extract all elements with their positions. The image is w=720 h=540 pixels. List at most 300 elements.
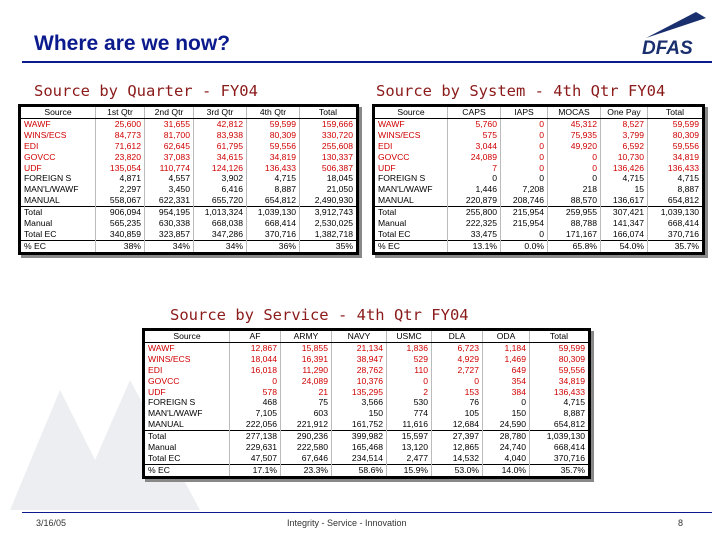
cell-value: 259,955 [548,207,601,218]
cell-value: 7 [448,163,501,174]
cell-value: 0 [483,397,530,408]
table-row [375,184,702,195]
cell-value: 347,286 [194,229,247,240]
table-row [375,229,702,240]
cell-value: 0 [501,173,548,184]
cell-value: 4,040 [483,453,530,464]
cell-value: 59,556 [247,141,300,152]
page-number: 8 [678,518,684,528]
cell-value: 135,054 [96,163,145,174]
table-row [375,130,702,141]
cell-value: 575 [448,130,501,141]
cell-value: 23.3% [281,464,332,475]
cell-value: 7,208 [501,184,548,195]
row-label: GOVCC [375,152,448,163]
cell-value: 153 [432,387,483,398]
cell-value: 8,887 [677,184,699,195]
cell-value: 229,631 [230,442,281,453]
column-header: Total [530,331,589,342]
cell-value: 28,780 [483,431,530,442]
cell-value: 3,902 [194,173,247,184]
column-header: One Pay [601,107,648,118]
cell-value: 0 [548,173,601,184]
cell-value: 1,469 [483,354,530,365]
cell-value: 5,760 [448,118,501,129]
cell-value: 59,556 [558,364,585,375]
table-row [145,342,588,353]
cell-value: 954,195 [145,207,194,218]
cell-value: 0.0% [501,240,548,251]
cell-value: 668,414 [553,442,585,453]
table-row [145,453,588,464]
cell-value: 208,746 [501,195,548,206]
cell-value: 12,867 [230,342,281,353]
cell-value: 65.8% [548,240,601,251]
cell-value: 59,556 [672,140,699,151]
row-label: MANUAL [145,419,230,430]
cell-value: 1,184 [483,342,530,353]
cell-value: 47,507 [230,453,281,464]
cell-value: 530 [387,397,432,408]
table-row [21,173,356,184]
cell-value: 603 [281,408,332,419]
cell-value: 58.6% [332,464,387,475]
cell-value: 2,477 [387,453,432,464]
column-header: Source [375,107,448,118]
cell-value: 27,397 [432,431,483,442]
cell-value: 110 [387,365,432,376]
cell-value: 165,468 [332,442,387,453]
cell-value: 15,597 [387,431,432,442]
cell-value: 28,762 [332,365,387,376]
cell-value: 34,615 [194,152,247,163]
cell-value: 1,039,130 [247,207,300,218]
table-row [145,419,588,430]
table-row [145,376,588,387]
cell-value: 75 [281,397,332,408]
table-row [375,195,702,206]
cell-value: 7,105 [230,408,281,419]
row-label: Total [375,207,448,218]
cell-value: 2,530,025 [314,218,353,229]
cell-value: 81,700 [145,130,194,141]
cell-value: 24,089 [448,152,501,163]
column-header: NAVY [332,331,387,342]
cell-value: 62,645 [145,141,194,152]
cell-value: 4,557 [145,173,194,184]
cell-value: 2,297 [96,184,145,195]
cell-value: 654,812 [667,195,699,206]
cell-value: 4,715 [677,173,699,184]
footer-date: 3/16/05 [36,518,67,528]
cell-value: 1,039,130 [530,431,589,442]
cell-value: 21 [281,387,332,398]
service-table-frame [142,328,591,479]
cell-value: 323,857 [145,229,194,240]
cell-value: 0 [387,376,432,387]
cell-value: 15.9% [387,464,432,475]
cell-value: 12,865 [432,442,483,453]
cell-value: 13,120 [387,442,432,453]
row-label: WINS/ECS [145,354,230,365]
column-header: 4th Qtr [247,107,300,118]
row-label: GOVCC [145,376,230,387]
table-row [145,354,588,365]
cell-value: 34% [145,240,194,251]
cell-value: 38,947 [332,354,387,365]
column-header: ODA [483,331,530,342]
row-label: Manual [375,218,448,229]
cell-value: 150 [332,408,387,419]
table-row [375,163,702,174]
row-label: EDI [21,141,96,152]
dfas-logo [636,8,712,60]
column-header: Source [145,331,230,342]
row-label: % EC [21,240,96,251]
cell-value: 53.0% [432,464,483,475]
cell-value: 354 [483,376,530,387]
cell-value: 80,309 [672,129,699,140]
cell-value: 0 [501,141,548,152]
cell-value: 130,337 [321,151,353,162]
row-label: Manual [145,442,230,453]
table-row [375,118,702,129]
table-row [21,218,356,229]
cell-value: 124,126 [194,163,247,174]
table-row [375,218,702,229]
cell-value: 11,290 [281,365,332,376]
cell-value: 3,044 [448,141,501,152]
cell-value: 2,490,930 [314,195,353,206]
cell-value: 37,083 [145,152,194,163]
cell-value: 4,715 [563,397,585,408]
cell-value: 110,774 [145,163,194,174]
table-row [145,397,588,408]
row-label: EDI [375,141,448,152]
cell-value: 2 [387,387,432,398]
header-row [21,107,356,118]
row-label: UDF [145,387,230,398]
cell-value: 8,527 [601,118,648,129]
table-row [145,442,588,453]
cell-value: 67,646 [281,453,332,464]
cell-value: 222,580 [281,442,332,453]
cell-value: 668,414 [667,218,699,229]
cell-value: 21,050 [326,184,353,195]
cell-value: 80,309 [558,353,585,364]
cell-value: 80,309 [247,130,300,141]
cell-value: 0 [548,152,601,163]
column-header: AF [230,331,281,342]
table-row [375,173,702,184]
cell-value: 668,414 [247,218,300,229]
cell-value: 136,426 [601,163,648,174]
row-label: WINS/ECS [21,130,96,141]
cell-value: 23,820 [96,152,145,163]
cell-value: 0 [548,163,601,174]
table-row [145,464,588,475]
cell-value: 16,018 [230,365,281,376]
cell-value: 0 [501,229,548,240]
cell-value: 76 [432,397,483,408]
cell-value: 88,788 [548,218,601,229]
cell-value: 6,723 [432,342,483,353]
cell-value: 8,887 [563,408,585,419]
table-row [21,152,356,163]
row-label: MAN'L/WAWF [21,184,96,195]
cell-value: 4,715 [247,173,300,184]
cell-value: 59,599 [247,118,300,129]
cell-value: 1,382,718 [314,228,353,239]
cell-value: 578 [230,387,281,398]
table-row [145,408,588,419]
cell-value: 34,819 [247,152,300,163]
cell-value: 36% [247,240,300,251]
table-row [375,240,702,251]
cell-value: 4,929 [432,354,483,365]
cell-value: 45,312 [548,118,601,129]
table-row [145,431,588,442]
row-label: FOREIGN S [21,173,96,184]
cell-value: 18,044 [230,354,281,365]
cell-value: 21,134 [332,342,387,353]
cell-value: 34,819 [672,151,699,162]
header-row [375,107,702,118]
cell-value: 59,599 [558,342,585,353]
cell-value: 468 [230,397,281,408]
row-label: % EC [145,464,230,475]
cell-value: 0 [230,376,281,387]
cell-value: 8,887 [247,184,300,195]
cell-value: 399,982 [332,431,387,442]
table-row [21,118,356,129]
cell-value: 11,616 [387,419,432,430]
title-divider [22,61,712,63]
row-label: UDF [21,163,96,174]
cell-value: 370,716 [667,228,699,239]
table-row [375,152,702,163]
system-table [375,107,702,252]
cell-value: 277,138 [230,431,281,442]
row-label: FOREIGN S [145,397,230,408]
table-row [145,387,588,398]
cell-value: 35.7% [648,240,703,251]
row-label: UDF [375,163,448,174]
row-label: Total EC [145,453,230,464]
column-header: USMC [387,331,432,342]
column-header: MOCAS [548,107,601,118]
cell-value: 34% [194,240,247,251]
cell-value: 136,617 [601,195,648,206]
cell-value: 17.1% [230,464,281,475]
cell-value: 34,819 [558,375,585,386]
cell-value: 161,752 [332,419,387,430]
cell-value: 10,730 [601,152,648,163]
cell-value: 18,045 [326,173,353,184]
cell-value: 135,295 [332,387,387,398]
cell-value: 15 [601,184,648,195]
column-header: IAPS [501,107,548,118]
cell-value: 105 [432,408,483,419]
row-label: MANUAL [375,195,448,206]
column-header: Total [300,107,357,118]
cell-value: 529 [387,354,432,365]
cell-value: 370,716 [553,452,585,463]
cell-value: 83,938 [194,130,247,141]
cell-value: 166,074 [601,229,648,240]
cell-value: 61,795 [194,141,247,152]
cell-value: 622,331 [145,195,194,206]
row-label: GOVCC [21,152,96,163]
cell-value: 654,812 [553,419,585,430]
cell-value: 0 [501,118,548,129]
cell-value: 255,800 [448,207,501,218]
table-row [375,207,702,218]
row-label: % EC [375,240,448,251]
cell-value: 2,727 [432,365,483,376]
cell-value: 159,666 [321,118,353,129]
cell-value: 3,799 [601,130,648,141]
cell-value: 141,347 [601,218,648,229]
cell-value: 35% [300,240,357,251]
cell-value: 59,599 [672,118,699,129]
cell-value: 234,514 [332,453,387,464]
cell-value: 24,590 [483,419,530,430]
system-table-heading: Source by System - 4th Qtr FY04 [376,82,666,100]
table-row [21,207,356,218]
table-row [21,184,356,195]
cell-value: 75,935 [548,130,601,141]
service-table [145,331,588,476]
cell-value: 136,433 [247,163,300,174]
cell-value: 649 [483,365,530,376]
cell-value: 0 [501,152,548,163]
cell-value: 506,387 [321,162,353,173]
header-row [145,331,588,342]
cell-value: 24,089 [281,376,332,387]
row-label: MAN'L/WAWF [145,408,230,419]
cell-value: 0 [432,376,483,387]
cell-value: 14.0% [483,464,530,475]
cell-value: 222,056 [230,419,281,430]
cell-value: 384 [483,387,530,398]
cell-value: 215,954 [501,218,548,229]
cell-value: 88,570 [548,195,601,206]
row-label: Total EC [375,229,448,240]
cell-value: 136,433 [667,162,699,173]
cell-value: 906,094 [96,207,145,218]
row-label: WAWF [145,342,230,353]
cell-value: 171,167 [548,229,601,240]
cell-value: 6,416 [194,184,247,195]
cell-value: 13.1% [448,240,501,251]
cell-value: 630,338 [145,218,194,229]
column-header: 1st Qtr [96,107,145,118]
row-label: FOREIGN S [375,173,448,184]
quarter-table-heading: Source by Quarter - FY04 [34,82,258,100]
service-table-heading: Source by Service - 4th Qtr FY04 [170,306,469,324]
cell-value: 222,325 [448,218,501,229]
cell-value: 49,920 [548,141,601,152]
column-header: Source [21,107,96,118]
cell-value: 6,592 [601,141,648,152]
cell-value: 558,067 [96,195,145,206]
cell-value: 14,532 [432,453,483,464]
table-row [145,365,588,376]
cell-value: 12,684 [432,419,483,430]
cell-value: 330,720 [321,129,353,140]
cell-value: 136,433 [553,386,585,397]
cell-value: 370,716 [247,229,300,240]
cell-value: 0 [501,163,548,174]
row-label: Manual [21,218,96,229]
table-row [21,163,356,174]
cell-value: 774 [387,408,432,419]
row-label: Total [21,207,96,218]
cell-value: 84,773 [96,130,145,141]
cell-value: 340,859 [96,229,145,240]
cell-value: 31,655 [145,118,194,129]
column-header: DLA [432,331,483,342]
table-row [21,130,356,141]
footer-tagline: Integrity - Service - Innovation [287,518,407,528]
cell-value: 42,812 [194,118,247,129]
column-header: 3rd Qtr [194,107,247,118]
cell-value: 668,038 [194,218,247,229]
table-row [21,141,356,152]
cell-value: 150 [483,408,530,419]
row-label: WAWF [375,118,448,129]
cell-value: 33,475 [448,229,501,240]
cell-value: 38% [96,240,145,251]
cell-value: 3,912,743 [300,207,357,218]
cell-value: 220,879 [448,195,501,206]
cell-value: 307,421 [601,207,648,218]
cell-value: 3,566 [332,397,387,408]
cell-value: 0 [501,130,548,141]
cell-value: 218 [548,184,601,195]
cell-value: 10,376 [332,376,387,387]
cell-value: 221,912 [281,419,332,430]
cell-value: 71,612 [96,141,145,152]
column-header: CAPS [448,107,501,118]
cell-value: 1,446 [448,184,501,195]
cell-value: 1,836 [387,342,432,353]
cell-value: 25,600 [96,118,145,129]
row-label: WAWF [21,118,96,129]
quarter-table-frame [18,104,359,255]
column-header: Total [648,107,703,118]
table-row [375,141,702,152]
cell-value: 15,855 [281,342,332,353]
cell-value: 24,740 [483,442,530,453]
cell-value: 4,715 [601,173,648,184]
cell-value: 654,812 [247,195,300,206]
row-label: MAN'L/WAWF [375,184,448,195]
cell-value: 35.7% [530,464,589,475]
row-label: WINS/ECS [375,130,448,141]
cell-value: 16,391 [281,354,332,365]
table-row [21,240,356,251]
cell-value: 54.0% [601,240,648,251]
cell-value: 255,608 [321,140,353,151]
cell-value: 1,039,130 [648,207,703,218]
column-header: 2nd Qtr [145,107,194,118]
table-row [21,229,356,240]
slide-title: Where are we now? [34,32,231,55]
column-header: ARMY [281,331,332,342]
cell-value: 0 [448,173,501,184]
